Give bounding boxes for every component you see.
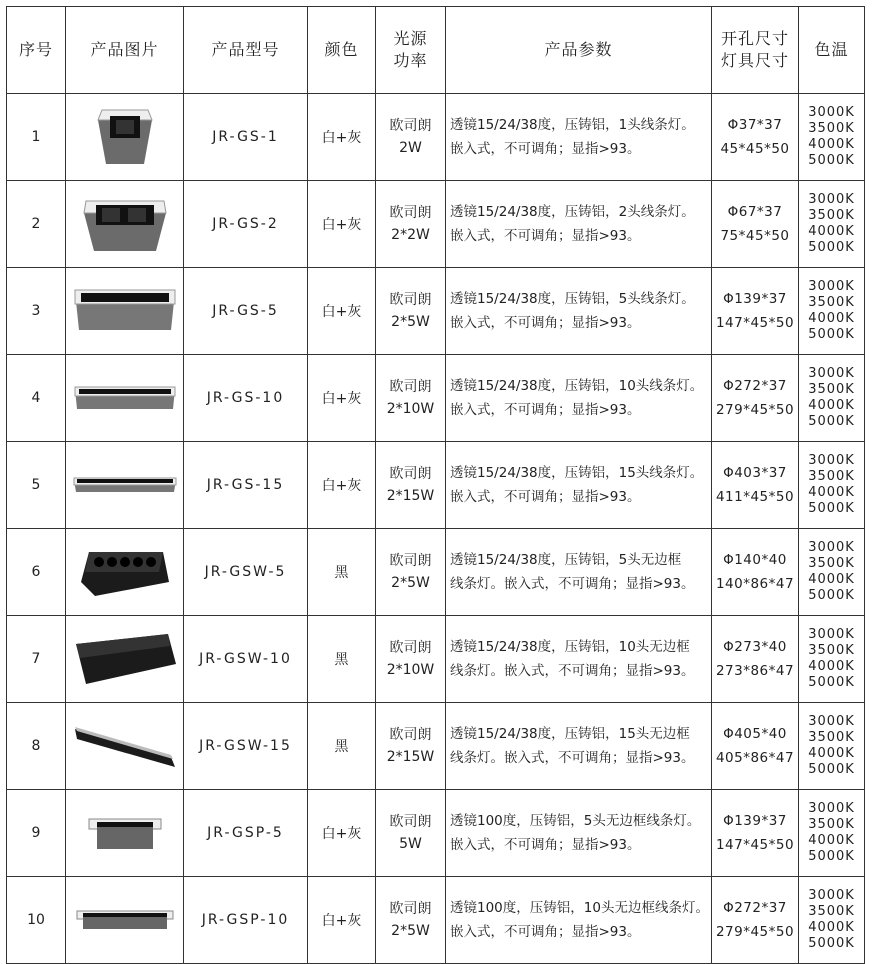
temp-value: 3500K (808, 295, 855, 310)
table-row (7, 790, 865, 877)
product-image-cell (66, 790, 184, 877)
params-line2: 嵌入式，不可调角；显指>93。 (450, 141, 641, 157)
product-image-cell (66, 529, 184, 616)
source-power: 2*10W (386, 401, 435, 417)
temp-value: 4000K (808, 659, 855, 674)
cutout-size: Φ139*37 (723, 291, 787, 307)
cutout-size: Φ405*40 (723, 726, 787, 742)
row-index: 6 (7, 529, 66, 616)
source-power: 2*15W (386, 488, 435, 504)
source-brand: 欧司朗 (389, 205, 432, 221)
row-index: 4 (7, 355, 66, 442)
params-line2: 线条灯。嵌入式，不可调角；显指>93。 (450, 750, 695, 766)
product-size (712, 703, 799, 790)
cutout-size: Φ272*37 (723, 900, 787, 916)
temp-value: 5000K (808, 414, 855, 429)
params-line1: 透镜15/24/38度，压铸铝，15头线条灯。 (450, 465, 704, 481)
table-row (7, 268, 865, 355)
white-grey-15-head-light-icon (66, 474, 183, 496)
temp-value: 5000K (808, 936, 855, 951)
light-source (376, 703, 446, 790)
light-source (376, 529, 446, 616)
header-source-line1: 光源 (393, 29, 428, 48)
temp-value: 3000K (808, 714, 855, 729)
product-params (446, 268, 712, 355)
header-index: 序号 (7, 7, 66, 94)
table-row (7, 703, 865, 790)
params-line2: 嵌入式，不可调角；显指>93。 (450, 228, 641, 244)
header-image: 产品图片 (66, 7, 184, 94)
product-color: 白+灰 (308, 268, 376, 355)
color-temps (799, 268, 865, 355)
row-index: 2 (7, 181, 66, 268)
row-index: 1 (7, 94, 66, 181)
product-color: 黑 (308, 529, 376, 616)
temp-value: 3500K (808, 817, 855, 832)
row-index: 5 (7, 442, 66, 529)
black-frameless-10-head-light-icon (66, 630, 183, 688)
params-line2: 嵌入式，不可调角；显指>93。 (450, 837, 641, 853)
product-model: JR-GSP-5 (184, 790, 308, 877)
product-size (712, 790, 799, 877)
header-size-line1: 开孔尺寸 (720, 29, 789, 48)
temp-value: 5000K (808, 588, 855, 603)
source-power: 2*5W (391, 923, 430, 939)
source-brand: 欧司朗 (389, 553, 432, 569)
source-power: 2W (399, 140, 422, 156)
product-size (712, 268, 799, 355)
fixture-size: 140*86*47 (715, 576, 795, 592)
row-index: 10 (7, 877, 66, 964)
white-grey-5-head-light-icon (66, 286, 183, 336)
product-color: 黑 (308, 703, 376, 790)
cutout-size: Φ403*37 (723, 465, 787, 481)
source-brand: 欧司朗 (389, 640, 432, 656)
table-row (7, 529, 865, 616)
product-image-cell (66, 877, 184, 964)
product-model: JR-GS-15 (184, 442, 308, 529)
product-model: JR-GSW-10 (184, 616, 308, 703)
params-line1: 透镜15/24/38度，压铸铝，2头线条灯。 (450, 204, 695, 220)
params-line2: 嵌入式，不可调角；显指>93。 (450, 402, 641, 418)
temp-value: 4000K (808, 920, 855, 935)
temp-value: 3500K (808, 643, 855, 658)
product-color: 白+灰 (308, 790, 376, 877)
product-params (446, 790, 712, 877)
product-image-cell (66, 355, 184, 442)
white-grey-1-head-light-icon (66, 102, 183, 172)
product-color: 黑 (308, 616, 376, 703)
product-spec-table (6, 6, 865, 964)
temp-value: 5000K (808, 762, 855, 777)
temp-value: 5000K (808, 849, 855, 864)
light-source (376, 442, 446, 529)
temp-value: 5000K (808, 327, 855, 342)
product-image-cell (66, 94, 184, 181)
white-grey-frameless-5-head-light-icon (66, 813, 183, 853)
table-row (7, 181, 865, 268)
cutout-size: Φ140*40 (723, 552, 787, 568)
params-line2: 嵌入式，不可调角；显指>93。 (450, 489, 641, 505)
color-temps (799, 790, 865, 877)
color-temps (799, 442, 865, 529)
source-power: 2*2W (391, 227, 430, 243)
fixture-size: 147*45*50 (715, 315, 795, 331)
cutout-size: Φ67*37 (727, 204, 783, 220)
table-row (7, 616, 865, 703)
cutout-size: Φ37*37 (727, 117, 783, 133)
product-image-cell (66, 442, 184, 529)
table-row (7, 442, 865, 529)
source-brand: 欧司朗 (389, 814, 432, 830)
row-index: 3 (7, 268, 66, 355)
product-params (446, 442, 712, 529)
product-model: JR-GSP-10 (184, 877, 308, 964)
color-temps (799, 529, 865, 616)
product-color: 白+灰 (308, 94, 376, 181)
temp-value: 3000K (808, 627, 855, 642)
header-temp: 色温 (799, 7, 865, 94)
cutout-size: Φ139*37 (723, 813, 787, 829)
fixture-size: 45*45*50 (720, 141, 790, 157)
source-power: 2*5W (391, 314, 430, 330)
params-line2: 嵌入式，不可调角；显指>93。 (450, 924, 641, 940)
source-brand: 欧司朗 (389, 292, 432, 308)
product-image-cell (66, 616, 184, 703)
temp-value: 4000K (808, 572, 855, 587)
params-line1: 透镜100度，压铸铝，5头无边框线条灯。 (450, 813, 701, 829)
fixture-size: 405*86*47 (715, 750, 795, 766)
color-temps (799, 703, 865, 790)
header-params: 产品参数 (446, 7, 712, 94)
product-size (712, 529, 799, 616)
params-line1: 透镜15/24/38度，压铸铝，15头无边框 (450, 726, 690, 742)
header-color: 颜色 (308, 7, 376, 94)
header-source (376, 7, 446, 94)
source-brand: 欧司朗 (389, 901, 432, 917)
product-model: JR-GS-5 (184, 268, 308, 355)
temp-value: 3000K (808, 888, 855, 903)
temp-value: 5000K (808, 240, 855, 255)
row-index: 8 (7, 703, 66, 790)
source-power: 5W (399, 836, 422, 852)
product-params (446, 703, 712, 790)
temp-value: 4000K (808, 137, 855, 152)
temp-value: 4000K (808, 833, 855, 848)
temp-value: 5000K (808, 501, 855, 516)
temp-value: 3000K (808, 801, 855, 816)
temp-value: 5000K (808, 153, 855, 168)
white-grey-frameless-10-head-light-icon (66, 905, 183, 935)
header-row (7, 7, 865, 94)
light-source (376, 94, 446, 181)
product-model: JR-GS-10 (184, 355, 308, 442)
product-model: JR-GSW-5 (184, 529, 308, 616)
product-size (712, 442, 799, 529)
temp-value: 3000K (808, 192, 855, 207)
temp-value: 3000K (808, 366, 855, 381)
source-power: 2*15W (386, 749, 435, 765)
params-line1: 透镜15/24/38度，压铸铝，10头无边框 (450, 639, 690, 655)
params-line2: 线条灯。嵌入式，不可调角；显指>93。 (450, 576, 695, 592)
color-temps (799, 94, 865, 181)
temp-value: 4000K (808, 485, 855, 500)
temp-value: 4000K (808, 398, 855, 413)
fixture-size: 273*86*47 (715, 663, 795, 679)
cutout-size: Φ273*40 (723, 639, 787, 655)
product-params (446, 94, 712, 181)
color-temps (799, 181, 865, 268)
params-line1: 透镜15/24/38度，压铸铝，5头无边框 (450, 552, 682, 568)
product-size (712, 181, 799, 268)
product-color: 白+灰 (308, 877, 376, 964)
temp-value: 3500K (808, 382, 855, 397)
product-model: JR-GS-1 (184, 94, 308, 181)
product-image-cell (66, 181, 184, 268)
temp-value: 3500K (808, 469, 855, 484)
temp-value: 4000K (808, 311, 855, 326)
params-line1: 透镜100度，压铸铝，10头无边框线条灯。 (450, 900, 709, 916)
fixture-size: 279*45*50 (715, 402, 795, 418)
cutout-size: Φ272*37 (723, 378, 787, 394)
temp-value: 5000K (808, 675, 855, 690)
header-model: 产品型号 (184, 7, 308, 94)
temp-value: 4000K (808, 746, 855, 761)
product-size (712, 877, 799, 964)
black-frameless-15-head-light-icon (66, 721, 183, 771)
product-params (446, 877, 712, 964)
temp-value: 3500K (808, 121, 855, 136)
table-row (7, 355, 865, 442)
product-image-cell (66, 703, 184, 790)
product-params (446, 181, 712, 268)
temp-value: 3000K (808, 105, 855, 120)
fixture-size: 279*45*50 (715, 924, 795, 940)
temp-value: 3000K (808, 540, 855, 555)
light-source (376, 877, 446, 964)
light-source (376, 268, 446, 355)
temp-value: 3500K (808, 904, 855, 919)
product-color: 白+灰 (308, 181, 376, 268)
white-grey-2-head-light-icon (66, 191, 183, 257)
source-brand: 欧司朗 (389, 466, 432, 482)
product-params (446, 355, 712, 442)
white-grey-10-head-light-icon (66, 383, 183, 413)
color-temps (799, 616, 865, 703)
temp-value: 3500K (808, 730, 855, 745)
row-index: 7 (7, 616, 66, 703)
light-source (376, 355, 446, 442)
source-brand: 欧司朗 (389, 118, 432, 134)
params-line1: 透镜15/24/38度，压铸铝，10头线条灯。 (450, 378, 704, 394)
color-temps (799, 877, 865, 964)
color-temps (799, 355, 865, 442)
table-row (7, 877, 865, 964)
product-size (712, 355, 799, 442)
light-source (376, 181, 446, 268)
temp-value: 4000K (808, 224, 855, 239)
temp-value: 3000K (808, 279, 855, 294)
product-model: JR-GS-2 (184, 181, 308, 268)
light-source (376, 616, 446, 703)
header-size (712, 7, 799, 94)
row-index: 9 (7, 790, 66, 877)
params-line2: 嵌入式，不可调角；显指>93。 (450, 315, 641, 331)
product-color: 白+灰 (308, 442, 376, 529)
source-power: 2*5W (391, 575, 430, 591)
fixture-size: 147*45*50 (715, 837, 795, 853)
temp-value: 3500K (808, 208, 855, 223)
temp-value: 3000K (808, 453, 855, 468)
product-image-cell (66, 268, 184, 355)
params-line1: 透镜15/24/38度，压铸铝，5头线条灯。 (450, 291, 695, 307)
fixture-size: 411*45*50 (715, 489, 795, 505)
black-frameless-5-head-light-icon (66, 542, 183, 602)
product-color: 白+灰 (308, 355, 376, 442)
params-line2: 线条灯。嵌入式，不可调角；显指>93。 (450, 663, 695, 679)
fixture-size: 75*45*50 (720, 228, 790, 244)
product-model: JR-GSW-15 (184, 703, 308, 790)
product-size (712, 94, 799, 181)
header-size-line2: 灯具尺寸 (720, 51, 789, 70)
product-params (446, 529, 712, 616)
product-size (712, 616, 799, 703)
light-source (376, 790, 446, 877)
source-brand: 欧司朗 (389, 379, 432, 395)
source-power: 2*10W (386, 662, 435, 678)
temp-value: 3500K (808, 556, 855, 571)
product-params (446, 616, 712, 703)
table-row (7, 94, 865, 181)
source-brand: 欧司朗 (389, 727, 432, 743)
params-line1: 透镜15/24/38度，压铸铝，1头线条灯。 (450, 117, 695, 133)
header-source-line2: 功率 (393, 51, 428, 70)
